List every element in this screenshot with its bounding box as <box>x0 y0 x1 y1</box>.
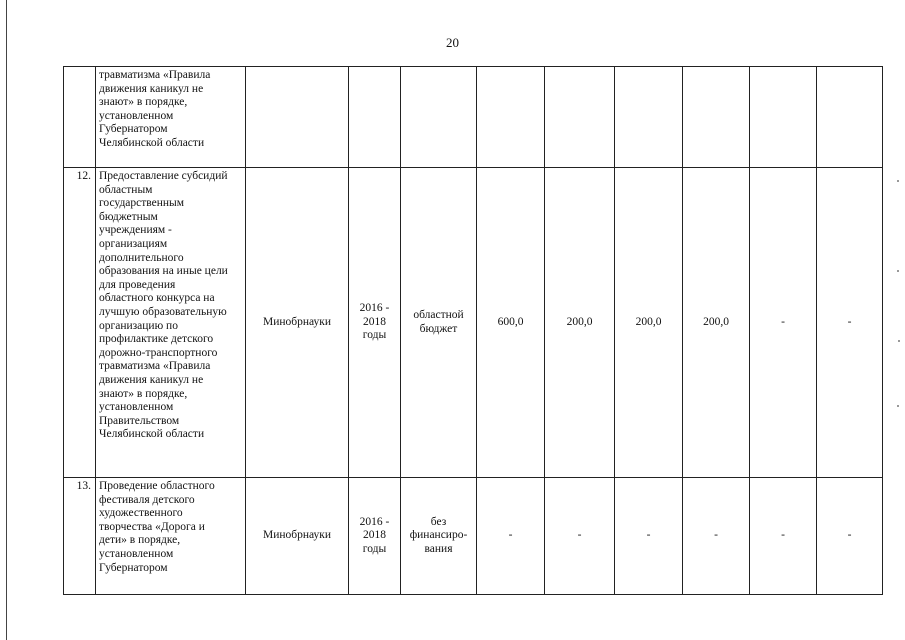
executor-cell: Минобрнауки <box>246 168 349 478</box>
program-table <box>63 66 883 595</box>
extra-col-2-cell: - <box>817 478 883 595</box>
extra-col-1-cell <box>750 67 817 168</box>
page-edge-line <box>6 0 7 640</box>
amount-2018-cell <box>683 67 750 168</box>
executor-cell <box>246 67 349 168</box>
amount-2016-cell <box>545 67 615 168</box>
amount-2016-cell: 200,0 <box>545 168 615 478</box>
amount-2017-cell <box>615 67 683 168</box>
extra-col-1-cell: - <box>750 168 817 478</box>
row-number <box>64 67 96 168</box>
scan-speck <box>897 270 899 272</box>
activity-name: Предоставление субсидий областным государственным бюджетным учреждениям - организациям дополнительного образования на иные цели для проведения областного конкурса на лучшую образовательную организацию по профилактике детского дорожно-транспортного травматизма «Правила движения каникул не знают» в порядке, установленном Правительством Челябинской области <box>96 168 246 478</box>
page-number: 20 <box>446 35 459 50</box>
table-row <box>64 67 883 168</box>
amount-2018-cell: - <box>683 478 750 595</box>
funding-source-cell: областной бюджет <box>401 168 477 478</box>
extra-col-2-cell: - <box>817 168 883 478</box>
scan-speck <box>898 340 900 342</box>
scan-speck <box>897 405 899 407</box>
row-number: 13. <box>64 478 96 595</box>
activity-name: травматизма «Правила движения каникул не знают» в порядке, установленном Губернатором Челябинской области <box>96 67 246 168</box>
amount-2017-cell: 200,0 <box>615 168 683 478</box>
amount-2016-cell: - <box>545 478 615 595</box>
table-row <box>64 478 883 595</box>
total-cell: - <box>477 478 545 595</box>
extra-col-1-cell: - <box>750 478 817 595</box>
funding-source-cell: без финансиро- вания <box>401 478 477 595</box>
period-cell: 2016 - 2018 годы <box>349 168 401 478</box>
scan-speck <box>897 180 899 182</box>
period-cell: 2016 - 2018 годы <box>349 478 401 595</box>
row-number: 12. <box>64 168 96 478</box>
total-cell <box>477 67 545 168</box>
activity-name: Проведение областного фестиваля детского художественного творчества «Дорога и дети» в порядке, установленном Губернатором <box>96 478 246 595</box>
amount-2018-cell: 200,0 <box>683 168 750 478</box>
executor-cell: Минобрнауки <box>246 478 349 595</box>
amount-2017-cell: - <box>615 478 683 595</box>
total-cell: 600,0 <box>477 168 545 478</box>
table-row <box>64 168 883 478</box>
period-cell <box>349 67 401 168</box>
funding-source-cell <box>401 67 477 168</box>
extra-col-2-cell <box>817 67 883 168</box>
